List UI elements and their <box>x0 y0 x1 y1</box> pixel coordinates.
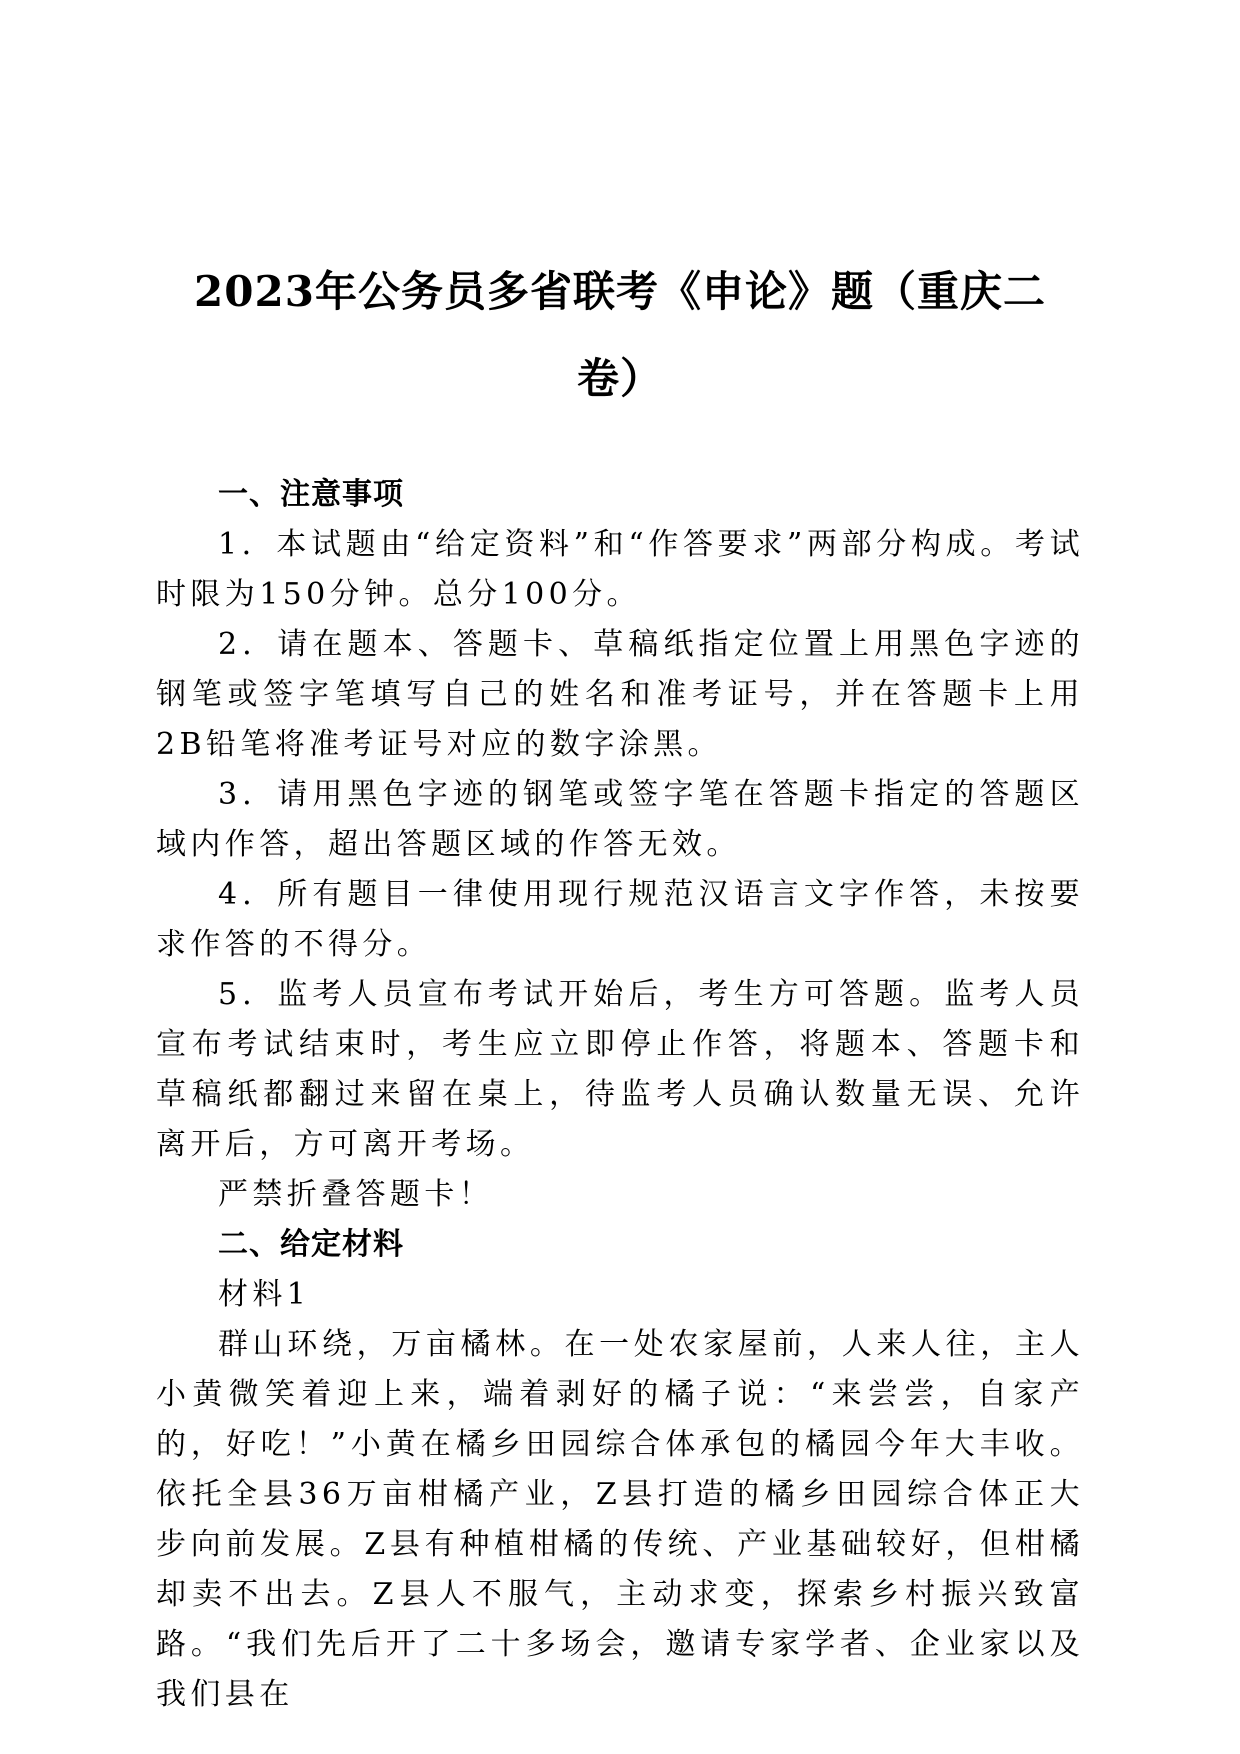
notice-item-3: 3．请用黑色字迹的钢笔或签字笔在答题卡指定的答题区域内作答，超出答题区域的作答无效。 <box>156 777 1084 862</box>
notice-item-1: 1．本试题由“给定资料”和“作答要求”两部分构成。考试时限为150分钟。总分100分。 <box>156 527 1084 612</box>
notice-item-4: 4．所有题目一律使用现行规范汉语言文字作答，未按要求作答的不得分。 <box>156 877 1084 962</box>
notice-item-2: 2．请在题本、答题卡、草稿纸指定位置上用黑色字迹的钢笔或签字笔填写自己的姓名和准考证号，并在答题卡上用2B铅笔将准考证号对应的数字涂黑。 <box>156 627 1084 762</box>
title-line-2: 卷） <box>576 354 663 403</box>
notice-item-5: 5．监考人员宣布考试开始后，考生方可答题。监考人员宣布考试结束时，考生应立即停止作答，将题本、答题卡和草稿纸都翻过来留在桌上，待监考人员确认数量无误、允许离开后，方可离开考场。 <box>156 977 1084 1162</box>
warning-text: 严禁折叠答题卡！ <box>218 1177 494 1212</box>
document-body <box>156 470 1084 1720</box>
material-paragraph: 群山环绕，万亩橘林。在一处农家屋前，人来人往，主人小黄微笑着迎上来，端着剥好的橘子说：“来尝尝，自家产的，好吃！”小黄在橘乡田园综合体承包的橘园今年大丰收。依托全县36万亩柑橘产业，Z县打造的橘乡田园综合体正大步向前发展。Z县有种植柑橘的传统、产业基础较好，但柑橘却卖不出去。Z县人不服气，主动求变，探索乡村振兴致富路。“我们先后开了二十多场会，邀请专家学者、企业家以及我们县在 <box>156 1327 1084 1712</box>
material-label: 材料1 <box>218 1277 311 1312</box>
section-heading-materials: 二、给定材料 <box>218 1227 404 1262</box>
section-heading-notices: 一、注意事项 <box>218 477 404 512</box>
document-title <box>156 248 1084 422</box>
title-line-1: 2023年公务员多省联考《申论》题（重庆二 <box>194 267 1046 316</box>
